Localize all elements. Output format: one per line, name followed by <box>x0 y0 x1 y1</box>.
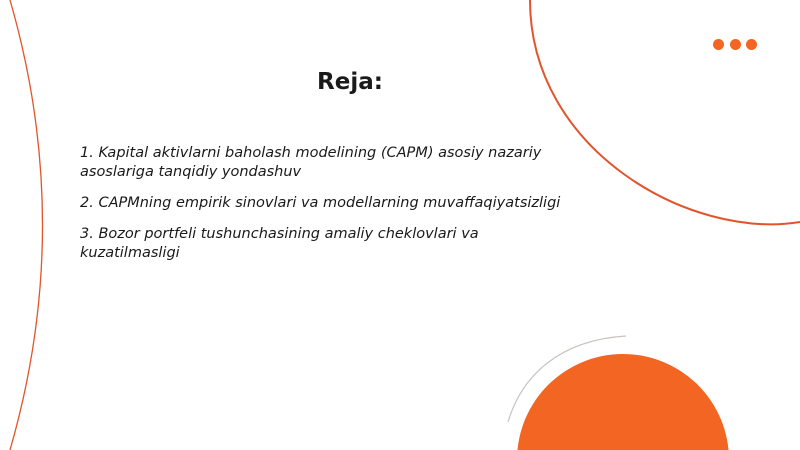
bottom-orange-circle <box>517 354 729 450</box>
plan-item: 1. Kapital aktivlarni baholash modelining (CAPM) asosiy nazariy asoslariga tanqidiy yondashuv <box>80 145 542 180</box>
dot-icon <box>713 39 724 50</box>
dots-decoration <box>713 39 757 50</box>
top-right-arc-line <box>530 0 800 224</box>
plan-item: 3. Bozor portfeli tushunchasining amaliy cheklovlari va kuzatilmasligi <box>80 226 479 261</box>
plan-item: 2. CAPMning empirik sinovlari va modellarning muvaffaqiyatsizligi <box>80 195 561 211</box>
dot-icon <box>746 39 757 50</box>
plan-list <box>80 144 570 275</box>
slide-title: Reja: <box>317 69 383 95</box>
left-arc-line <box>10 0 43 450</box>
dot-icon <box>730 39 741 50</box>
